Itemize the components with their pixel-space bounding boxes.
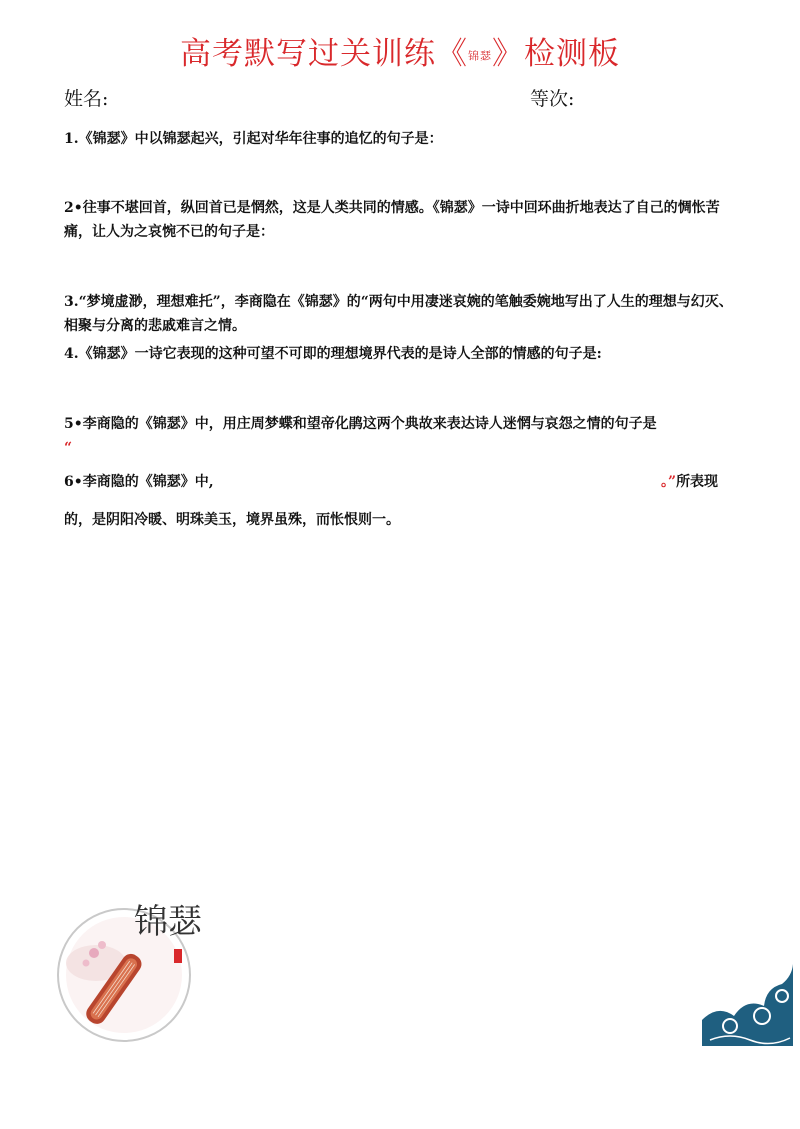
- title-small: 锦瑟: [468, 49, 492, 63]
- question-3: 3.“梦境虚渺，理想难托”，李商隐在《锦瑟》的“两句中用凄迷哀婉的笔触委婉地写出了人生的理想与幻灭、相聚与分离的悲戚难言之情。: [64, 294, 733, 334]
- title-end: 》检测板: [492, 36, 620, 72]
- question-6-continued: 的，是阴阳冷暖、明珠美玉，境界虽殊，而怅恨则一。: [64, 512, 400, 528]
- page-title: [0, 28, 800, 73]
- name-label: 姓名:: [64, 88, 109, 110]
- question-1: 1.《锦瑟》中以锦瑟起兴，引起对华年往事的追忆的句子是：: [64, 131, 443, 147]
- wave-cloud-pattern: [700, 960, 795, 1048]
- question-4: 4.《锦瑟》一诗它表现的这种可望不可即的理想境界代表的是诗人全部的情感的句子是:: [64, 346, 602, 362]
- question-6-start: 6•李商隐的《锦瑟》中,: [64, 474, 214, 490]
- calligraphy-text: 锦瑟: [134, 902, 202, 942]
- question-5-text: 5•李商隐的《锦瑟》中，用庄周梦蝶和望帝化鹃这两个典故来表达诗人迷惘与哀怨之情的句子是: [64, 416, 657, 432]
- blossom-icon: [83, 960, 90, 967]
- question-2: 2•往事不堪回首，纵回首已是惘然，这是人类共同的情感。《锦瑟》一诗中回环曲折地表达了自己的惆怅苦痛，让人为之哀惋不已的句子是：: [64, 200, 720, 240]
- question-5-mark: “: [64, 440, 73, 456]
- grade-label: 等次:: [530, 88, 575, 110]
- question-6-mark: 。”: [661, 474, 677, 490]
- blossom-icon: [98, 941, 106, 949]
- title-main: 高考默写过关训练《: [180, 36, 468, 72]
- seal-stamp: [174, 949, 182, 963]
- blossom-icon: [89, 948, 99, 958]
- wave-shape: [702, 964, 793, 1046]
- question-6: [64, 470, 744, 494]
- question-5: [64, 412, 744, 460]
- question-6-end: 所表现: [676, 474, 719, 490]
- jinse-illustration: [56, 893, 206, 1053]
